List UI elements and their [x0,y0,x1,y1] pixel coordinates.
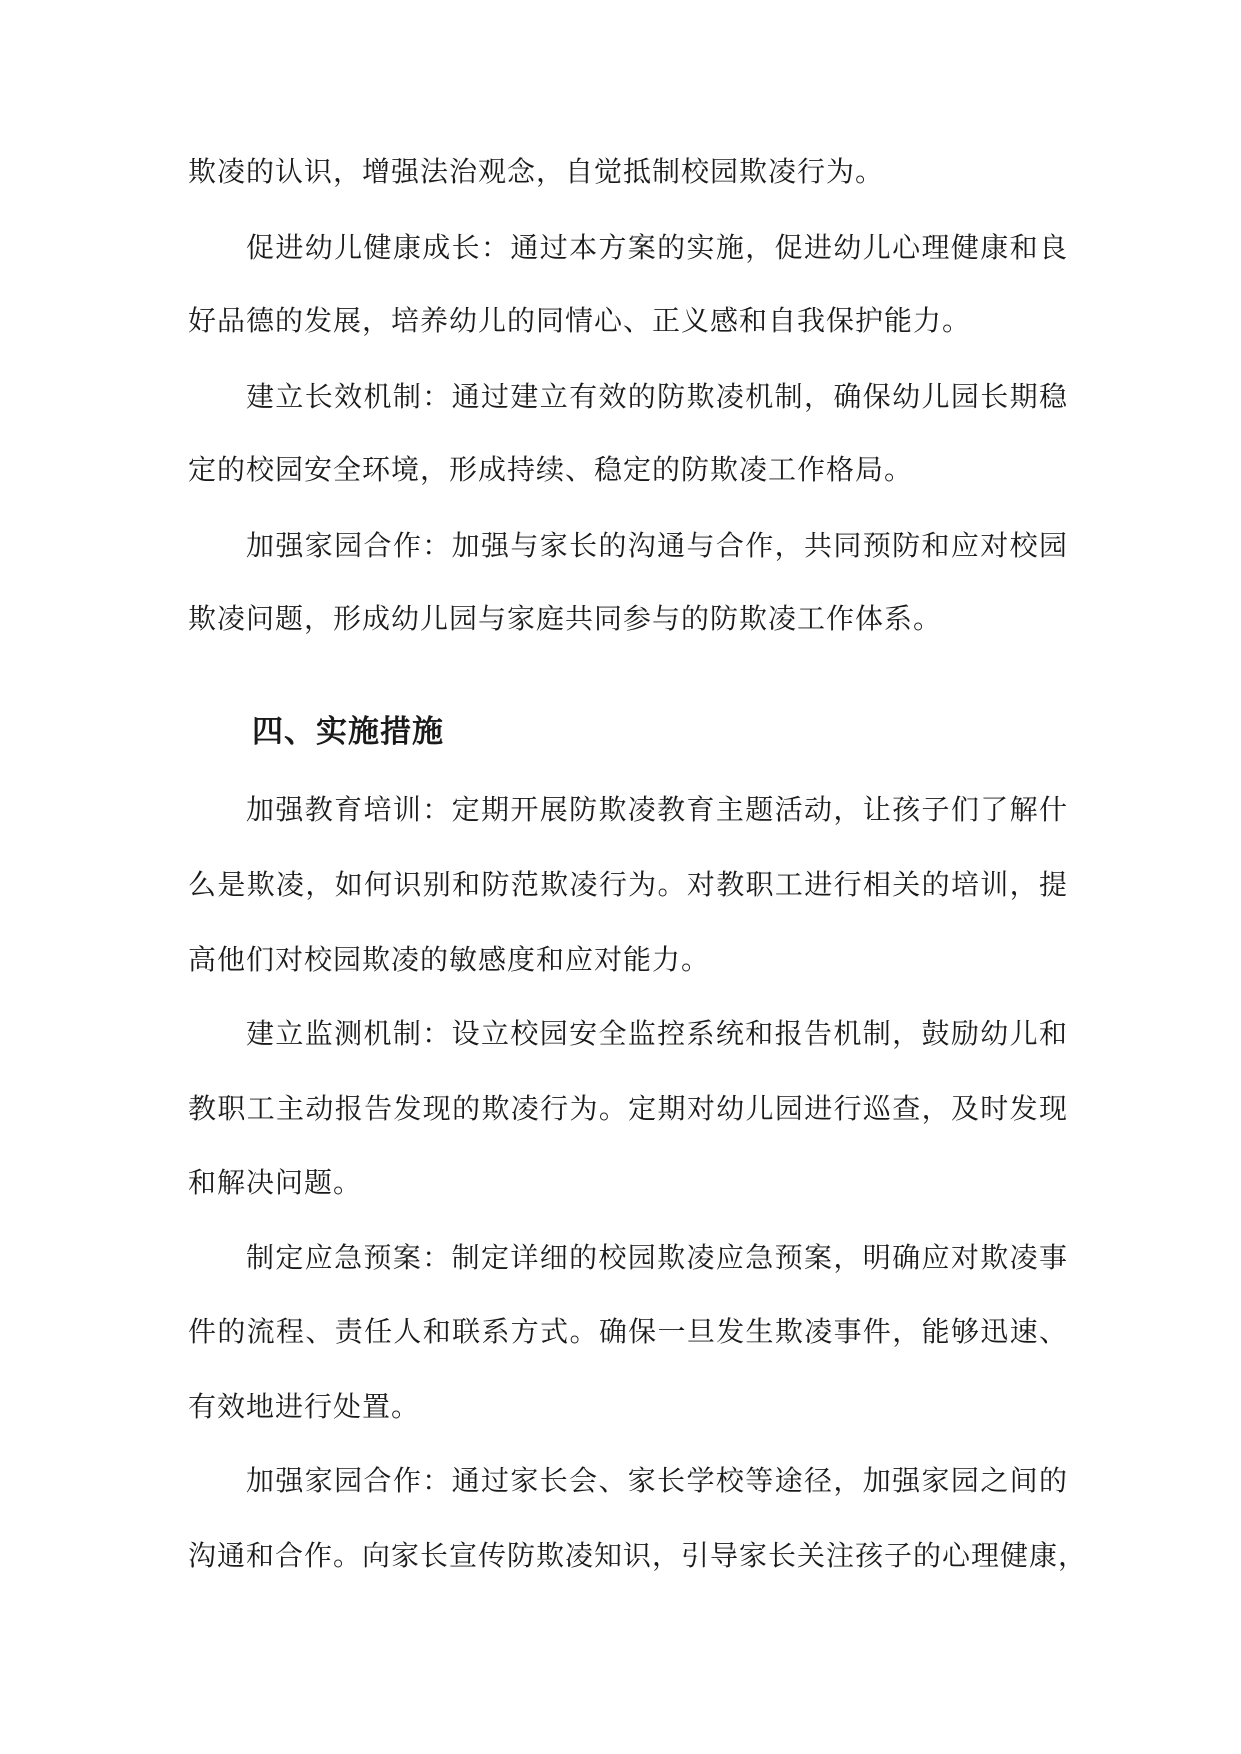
paragraph-line: 促进幼儿健康成长：通过本方案的实施，促进幼儿心理健康和良 [246,231,1068,264]
paragraph-line: 定的校园安全环境，形成持续、稳定的防欺凌工作格局。 [188,453,914,486]
paragraph-line: 制定应急预案：制定详细的校园欺凌应急预案，明确应对欺凌事 [246,1241,1068,1274]
paragraph-line: 建立监测机制：设立校园安全监控系统和报告机制，鼓励幼儿和 [246,1017,1068,1050]
paragraph-line: 件的流程、责任人和联系方式。确保一旦发生欺凌事件，能够迅速、 [188,1315,1068,1348]
paragraph-line: 么是欺凌，如何识别和防范欺凌行为。对教职工进行相关的培训，提 [188,868,1068,901]
paragraph-line: 加强家园合作：加强与家长的沟通与合作，共同预防和应对校园 [246,529,1068,562]
paragraph-line: 加强家园合作：通过家长会、家长学校等途径，加强家园之间的 [246,1464,1068,1497]
paragraph-line: 欺凌的认识，增强法治观念，自觉抵制校园欺凌行为。 [188,155,885,188]
paragraph-line: 建立长效机制：通过建立有效的防欺凌机制，确保幼儿园长期稳 [246,380,1068,413]
paragraph-line: 加强教育培训：定期开展防欺凌教育主题活动，让孩子们了解什 [246,793,1068,826]
paragraph-line: 欺凌问题，形成幼儿园与家庭共同参与的防欺凌工作体系。 [188,602,943,635]
paragraph-line: 沟通和合作。向家长宣传防欺凌知识，引导家长关注孩子的心理健康， [188,1539,1088,1572]
section-heading: 四、实施措施 [252,714,444,750]
paragraph-line: 有效地进行处置。 [188,1390,421,1423]
paragraph-line: 教职工主动报告发现的欺凌行为。定期对幼儿园进行巡查，及时发现 [188,1092,1068,1125]
paragraph-line: 和解决问题。 [188,1166,363,1199]
paragraph-line: 好品德的发展，培养幼儿的同情心、正义感和自我保护能力。 [188,304,972,337]
paragraph-line: 高他们对校园欺凌的敏感度和应对能力。 [188,943,711,976]
